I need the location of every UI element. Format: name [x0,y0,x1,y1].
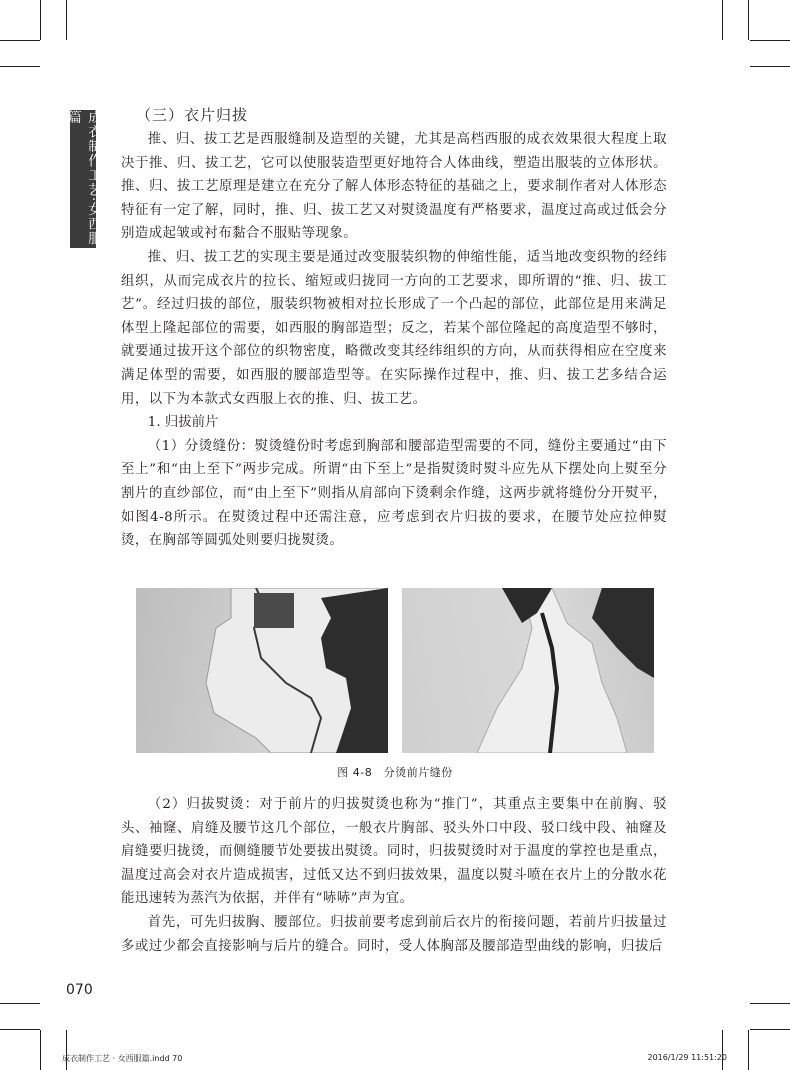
crop-mark [66,0,67,40]
figure-photo-left [136,588,388,753]
crop-mark [750,1029,790,1030]
crop-mark [722,1030,723,1070]
footer-timestamp: 2016/1/29 11:51:20 [647,1053,727,1062]
main-content-continued [121,793,667,958]
crop-mark [40,0,41,40]
paragraph: 推、归、拔工艺是西服缝制及造型的关键，尤其是高档西服的成衣效果很大程度上取决于推、归、拔工艺，它可以使服装造型更好地符合人体曲线，塑造出服装的立体形状。推、归、拔工艺原理是建立在充分了解人体形态特征的基础之上，要求制作者对人体形态特征有一定了解，同时，推、归、拔工艺又对熨烫温度有严格要求，温度过高或过低会分别造成起皱或衬布黏合不服贴等现象。 [121,132,667,242]
crop-mark [66,1030,67,1070]
crop-mark [0,66,40,67]
figure-caption: 图 4-8 分烫前片缝份 [337,766,453,779]
crop-mark [40,1030,41,1070]
crop-mark [0,40,40,41]
paragraph: （2）归拔熨烫：对于前片的归拔熨烫也称为“推门”，其重点主要集中在前胸、驳头、袖窿、肩缝及腰节这几个部位，一般衣片胸部、驳头外口中段、驳口线中段、袖窿及肩缝要归拢烫，而侧缝腰节处要拔出熨烫。同时，归拔熨烫时对于温度的掌控也是重点，温度过高会对衣片造成损害，过低又达不到归拔效果，温度以熨斗喷在衣片上的分散水花能迅速转为蒸汽为依据，并伴有“哧哧”声为宜。 [121,797,667,907]
paragraph: （1）分烫缝份：熨烫缝份时考虑到胸部和腰部造型需要的不同，缝份主要通过“由下至上”和“由上至下”两步完成。所谓“由下至上”是指熨烫时熨斗应先从下摆处向上熨至分割片的直纱部位，而“由上至下”则指从肩部向下烫剩余作缝，这两步就将缝份分开熨平，如图4-8所示。在熨烫过程中还需注意，应考虑到衣片归拔的要求，在腰节处应拉伸熨烫，在胸部等圆弧处则要归拢熨烫。 [121,438,667,549]
crop-mark [750,1003,790,1004]
crop-mark [0,1003,40,1004]
main-content [121,104,667,553]
paragraph: 首先，可先归拔胸、腰部位。归拔前要考虑到前后衣片的衔接问题，若前片归拔量过多或过少都会直接影响与后片的缝合。同时，受人体胸部及腰部造型曲线的影响，归拔后 [121,914,667,954]
side-tab: 成衣制作工艺·女西服篇 [70,110,96,248]
crop-mark [748,1030,749,1070]
footer-file-info: 成衣制作工艺 · 女西服篇.indd 70 [62,1054,183,1063]
paragraph: 推、归、拔工艺的实现主要是通过改变服装织物的伸缩性能，适当地改变织物的经纬组织，从而完成衣片的拉长、缩短或归拢同一方向的工艺要求，即所谓的“推、归、拔工艺”。经过归拔的部位，服装织物被相对拉长形成了一个凸起的部位，此部位是用来满足体型上隆起部位的需要，如西服的胸部造型；反之，若某个部位隆起的高度造型不够时，就要通过拔开这个部位的织物密度，略微改变其经纬组织的方向，从而获得相应在空度来满足体型的需要，如西服的腰部造型等。在实际操作过程中，推、归、拔工艺多结合运用，以下为本款式女西服上衣的推、归、拔工艺。 [121,249,667,407]
figure-4-8 [136,588,654,753]
crop-mark [748,0,749,40]
subsection-heading: 1. 归拔前片 [147,415,219,431]
crop-mark [0,1029,40,1030]
crop-mark [750,66,790,67]
section-heading: （三）衣片归拔 [136,106,249,124]
page-number: 070 [66,982,93,998]
crop-mark [750,40,790,41]
crop-mark [722,0,723,40]
figure-photo-right [402,588,654,753]
